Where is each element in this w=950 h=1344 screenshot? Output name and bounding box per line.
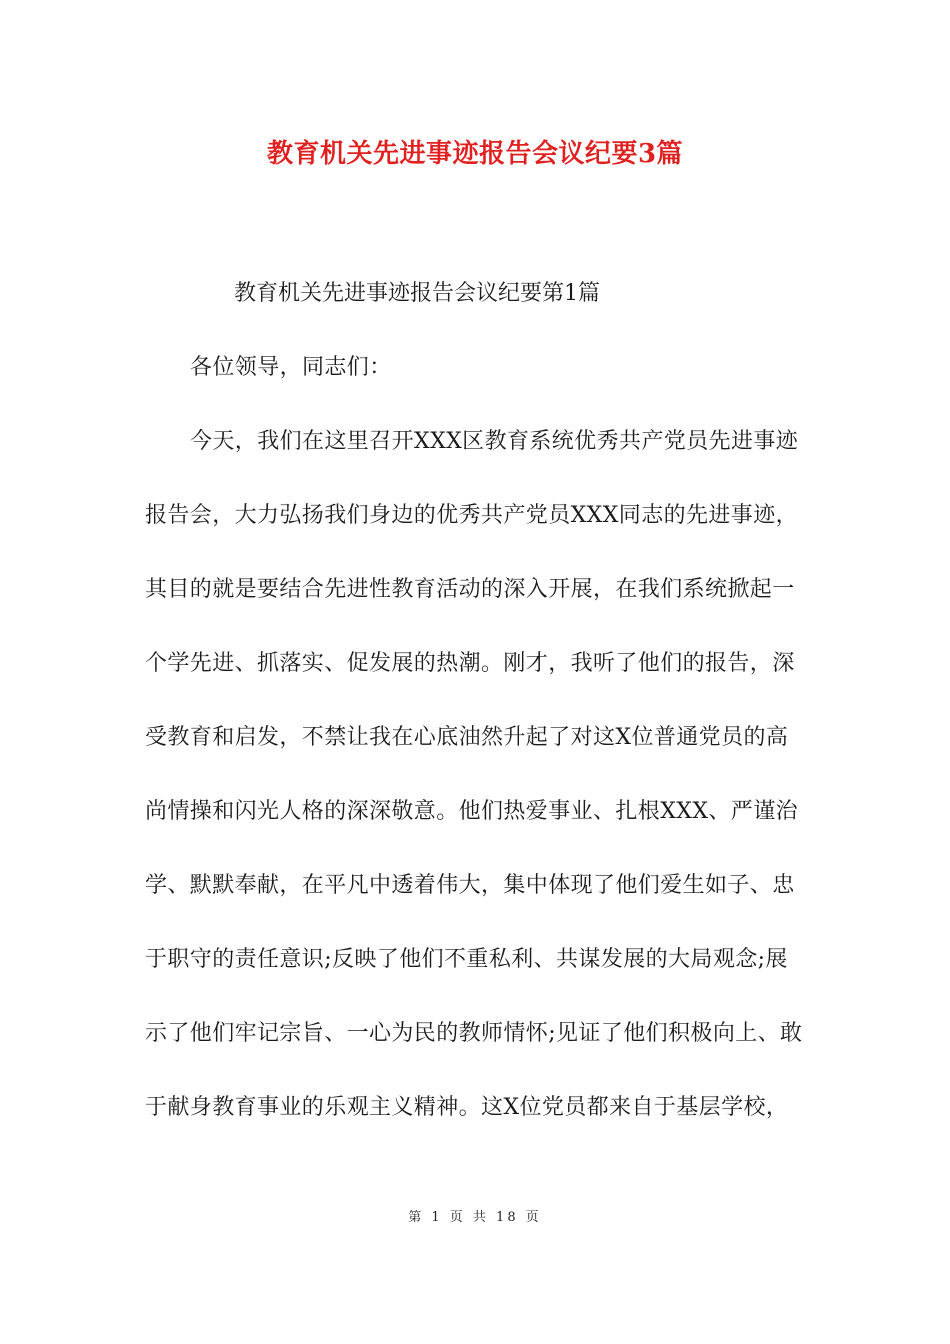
paragraph-line: 学、默默奉献，在平凡中透着伟大，集中体现了他们爱生如子、忠 [145, 873, 795, 898]
paragraph-line: 尚情操和闪光人格的深深敬意。他们热爱事业、扎根XXX、严谨治 [145, 799, 798, 824]
document-title: 教育机关先进事迹报告会议纪要3篇 [266, 139, 684, 169]
paragraph-line: 示了他们牢记宗旨、一心为民的教师情怀;见证了他们积极向上、敢 [145, 1021, 803, 1046]
paragraph-line: 其目的就是要结合先进性教育活动的深入开展，在我们系统掀起一 [145, 577, 795, 602]
paragraph-line: 今天，我们在这里召开XXX区教育系统优秀共产党员先进事迹 [190, 429, 799, 454]
paragraph-line: 报告会，大力弘扬我们身边的优秀共产党员XXX同志的先进事迹， [145, 503, 798, 528]
paragraph-line: 于职守的责任意识;反映了他们不重私利、共谋发展的大局观念;展 [145, 947, 788, 972]
paragraph-line: 受教育和启发，不禁让我在心底油然升起了对这X位普通党员的高 [145, 725, 789, 750]
page-number-footer: 第 1 页 共 18 页 [408, 1210, 542, 1225]
paragraph-line: 个学先进、抓落实、促发展的热潮。刚才，我听了他们的报告，深 [145, 651, 795, 676]
section-heading: 教育机关先进事迹报告会议纪要第1篇 [234, 281, 600, 306]
paragraph-line: 于献身教育事业的乐观主义精神。这X位党员都来自于基层学校， [145, 1095, 789, 1120]
greeting: 各位领导，同志们： [190, 355, 392, 380]
